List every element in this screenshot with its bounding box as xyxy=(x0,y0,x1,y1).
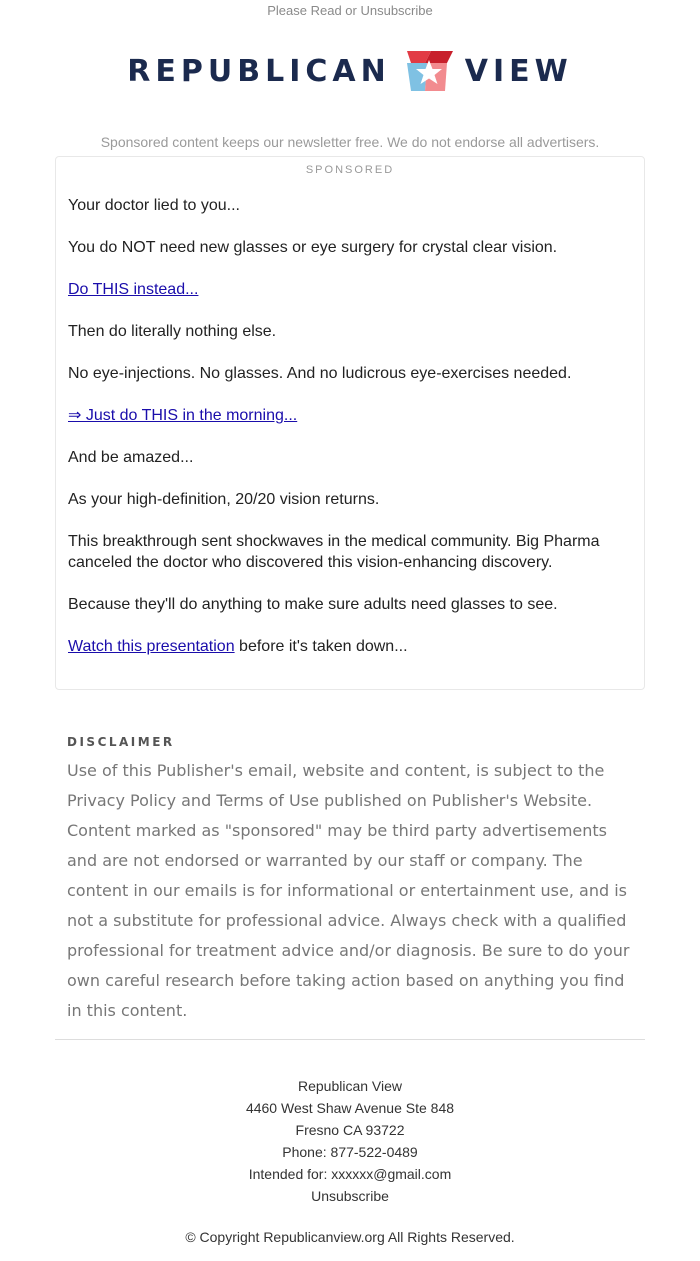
logo-text-right: VIEW xyxy=(464,53,573,89)
footer-company: Republican View xyxy=(297,1078,403,1094)
star-flag-logo-icon xyxy=(403,49,455,93)
footer-phone: Phone: 877-522-0489 xyxy=(282,1144,418,1160)
sponsor-notice: Sponsored content keeps our newsletter free. We do not endorse all advertisers. xyxy=(100,134,600,150)
disclaimer-title: DISCLAIMER xyxy=(67,735,175,749)
read-or-unsubscribe-link[interactable]: Please Read or Unsubscribe xyxy=(267,3,433,18)
sponsored-paragraph: And be amazed... xyxy=(68,449,194,466)
sponsored-paragraph: Then do literally nothing else. xyxy=(68,323,277,340)
do-this-instead-link[interactable]: Do THIS instead... xyxy=(68,281,199,298)
sponsored-paragraph: Your doctor lied to you... xyxy=(68,197,240,214)
sponsored-content-box xyxy=(55,156,645,690)
disclaimer-section xyxy=(67,735,633,1026)
unsubscribe-link[interactable]: Unsubscribe xyxy=(311,1188,389,1204)
sponsored-label: SPONSORED xyxy=(305,164,395,176)
morning-link[interactable]: ⇒ Just do THIS in the morning... xyxy=(68,407,298,424)
divider xyxy=(55,1039,645,1040)
logo-text-left: REPUBLICAN xyxy=(127,53,391,89)
sponsored-paragraph: This breakthrough sent shockwaves in the medical community. Big Pharma canceled the doctor who discovered this vision-enhancing discovery. xyxy=(68,533,600,571)
disclaimer-body: Use of this Publisher's email, website and content, is subject to the Privacy Policy and Terms of Use published on Publisher's Website. Content marked as "sponsored" may be third party advertisements and are not endorsed or warranted by our staff or company. The content in our emails is for informational or entertainment use, and is not a substitute for professional advice. Always check with a qualified professional for treatment advice and/or diagnosis. Be sure to do your own careful research before taking action based on anything you find in this content. xyxy=(67,761,630,1020)
footer-intended-for: Intended for: xxxxxx@gmail.com xyxy=(248,1166,452,1182)
logo[interactable] xyxy=(0,21,700,121)
sponsored-paragraph: Because they'll do anything to make sure adults need glasses to see. xyxy=(68,596,558,613)
sponsored-paragraph-tail: before it's taken down... xyxy=(234,638,408,655)
footer-address-line1: 4460 West Shaw Avenue Ste 848 xyxy=(245,1100,455,1116)
footer xyxy=(0,1075,700,1207)
copyright: © Copyright Republicanview.org All Rights Reserved. xyxy=(185,1229,515,1245)
sponsored-paragraph: As your high-definition, 20/20 vision returns. xyxy=(68,491,380,508)
sponsored-paragraph: You do NOT need new glasses or eye surgery for crystal clear vision. xyxy=(68,239,558,256)
sponsored-paragraph xyxy=(68,636,632,657)
watch-presentation-link[interactable]: Watch this presentation xyxy=(68,638,235,655)
footer-address-line2: Fresno CA 93722 xyxy=(295,1122,405,1138)
sponsored-body xyxy=(68,179,632,657)
sponsored-paragraph: No eye-injections. No glasses. And no ludicrous eye-exercises needed. xyxy=(68,365,572,382)
